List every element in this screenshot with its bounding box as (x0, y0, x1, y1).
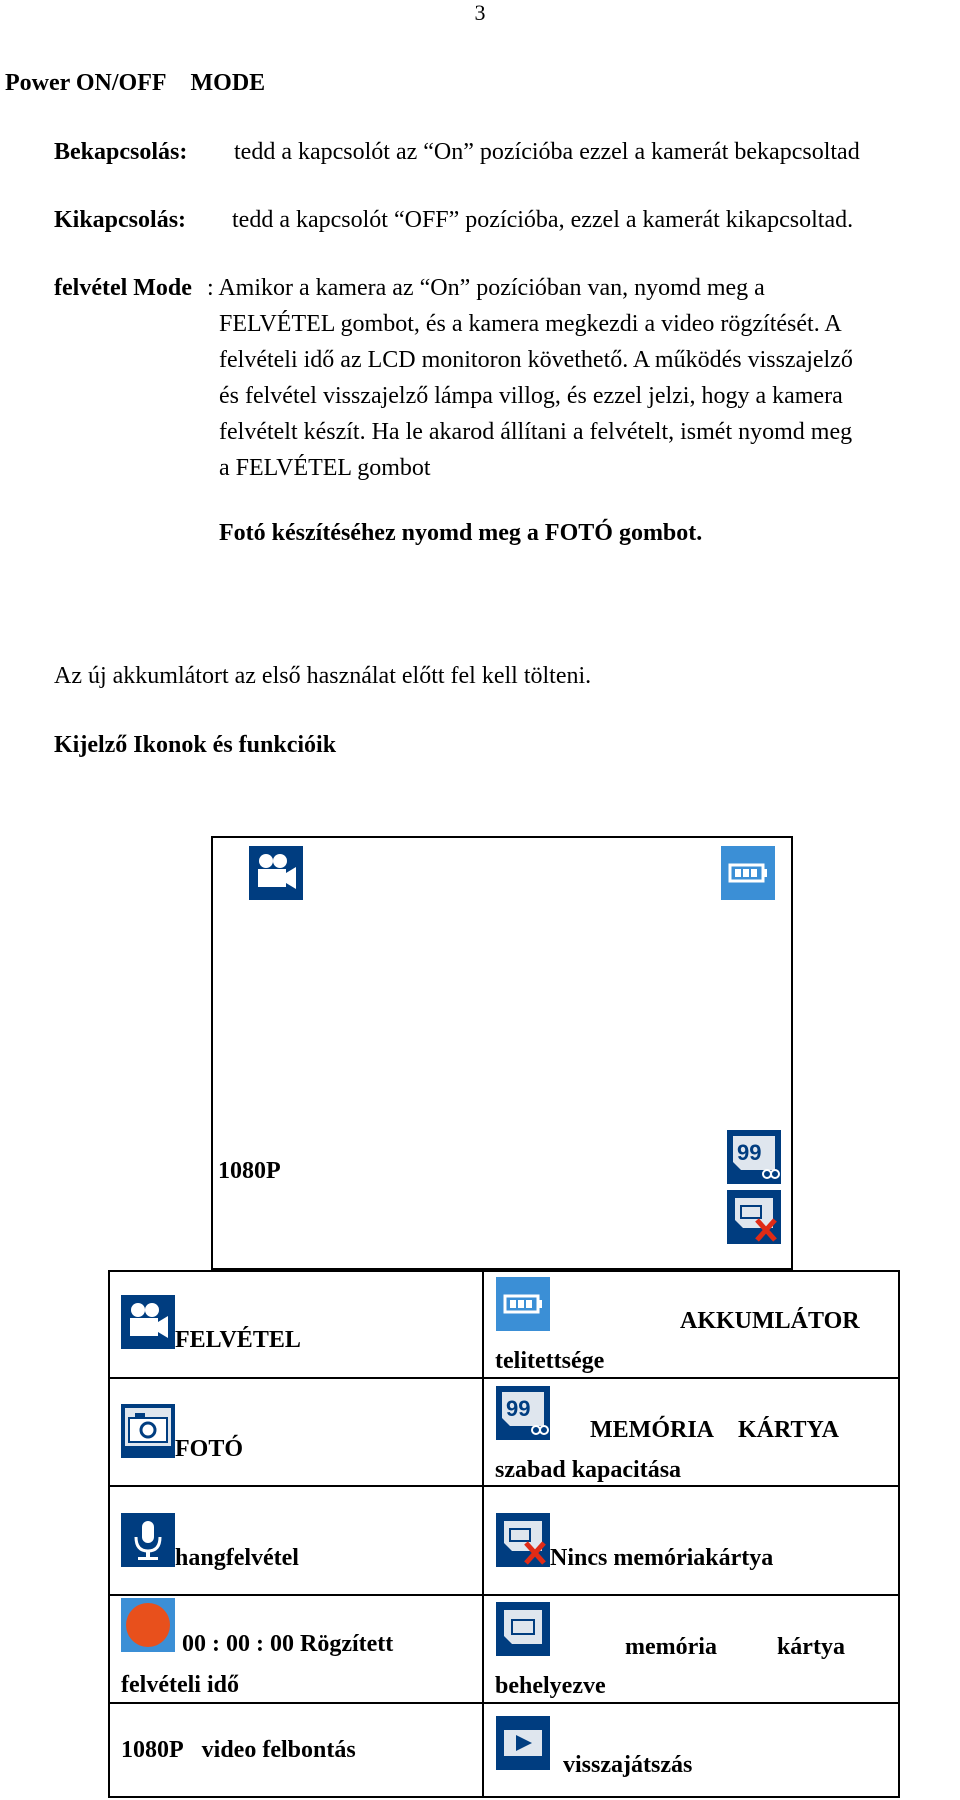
table-cell-text: memória kártya (625, 1634, 845, 1660)
battery-icon (721, 846, 775, 900)
table-cell-text: FOTÓ (175, 1436, 244, 1462)
memory-card-capacity-icon (727, 1130, 781, 1184)
record-dot-icon (121, 1598, 175, 1652)
icons-title: Kijelző Ikonok és funkcióik (54, 732, 337, 758)
record-mode-line-2: felvételi idő az LCD monitoron követhető. A működés visszajelző (219, 347, 853, 373)
record-mode-line-3: és felvétel visszajelző lámpa villog, és ezzel jelzi, hogy a kamera (219, 383, 843, 409)
table-cell-text: AKKUMLÁTOR (680, 1308, 860, 1334)
table-rule (108, 1594, 900, 1596)
no-memory-card-icon (727, 1190, 781, 1244)
video-camera-icon (249, 846, 303, 900)
table-cell-text: felvételi idő (121, 1672, 239, 1698)
table-rule (108, 1377, 900, 1379)
table-cell-text: hangfelvétel (175, 1545, 299, 1571)
record-mode-line-5: a FELVÉTEL gombot (219, 455, 431, 481)
table-cell-text: 1080P video felbontás (121, 1737, 356, 1763)
memory-card-capacity-icon (496, 1386, 550, 1440)
table-cell-text: Nincs memóriakártya (550, 1545, 774, 1571)
power-on-text: tedd a kapcsolót az “On” pozícióba ezzel a kamerát bekapcsoltad (234, 139, 860, 165)
battery-icon (496, 1277, 550, 1331)
playback-icon (496, 1716, 550, 1770)
table-cell-text: szabad kapacitása (495, 1457, 682, 1483)
record-mode-line-1: FELVÉTEL gombot, és a kamera megkezdi a video rögzítését. A (219, 311, 842, 337)
power-on-label: Bekapcsolás: (54, 139, 188, 165)
table-cell-text: behelyezve (495, 1673, 606, 1699)
memory-card-icon (496, 1602, 550, 1656)
table-cell-text: MEMÓRIA KÁRTYA (590, 1417, 839, 1443)
record-mode-label: felvétel Mode (54, 275, 192, 301)
lcd-screen (211, 836, 793, 1270)
microphone-icon (121, 1513, 175, 1567)
battery-note: Az új akkumlátort az első használat előtt fel kell tölteni. (54, 663, 592, 689)
page-number: 3 (474, 0, 486, 25)
table-rule (108, 1485, 900, 1487)
video-camera-icon (121, 1295, 175, 1349)
table-rule (108, 1702, 900, 1704)
camera-icon (121, 1404, 175, 1458)
svg-text:99: 99 (506, 1396, 531, 1421)
record-mode-line-4: felvételt készít. Ha le akarod állítani a felvételt, ismét nyomd meg (219, 419, 853, 445)
table-cell-text: 00 : 00 : 00 Rögzített (182, 1631, 394, 1657)
table-cell-text: telitettsége (495, 1348, 605, 1374)
table-divider (482, 1270, 484, 1798)
record-mode-line-0: : Amikor a kamera az “On” pozícióban van, nyomd meg a (207, 275, 765, 301)
table-cell-text: visszajátszás (563, 1752, 693, 1778)
lcd-resolution: 1080P (218, 1158, 281, 1184)
power-off-text: tedd a kapcsolót “OFF” pozícióba, ezzel a kamerát kikapcsoltad. (232, 207, 854, 233)
photo-hint: Fotó készítéséhez nyomd meg a FOTÓ gombot. (219, 520, 703, 546)
table-cell-text: FELVÉTEL (175, 1327, 301, 1353)
no-memory-card-icon (496, 1513, 550, 1567)
svg-text:99: 99 (737, 1140, 762, 1165)
power-off-label: Kikapcsolás: (54, 207, 187, 233)
section-title: Power ON/OFF MODE (5, 70, 266, 96)
